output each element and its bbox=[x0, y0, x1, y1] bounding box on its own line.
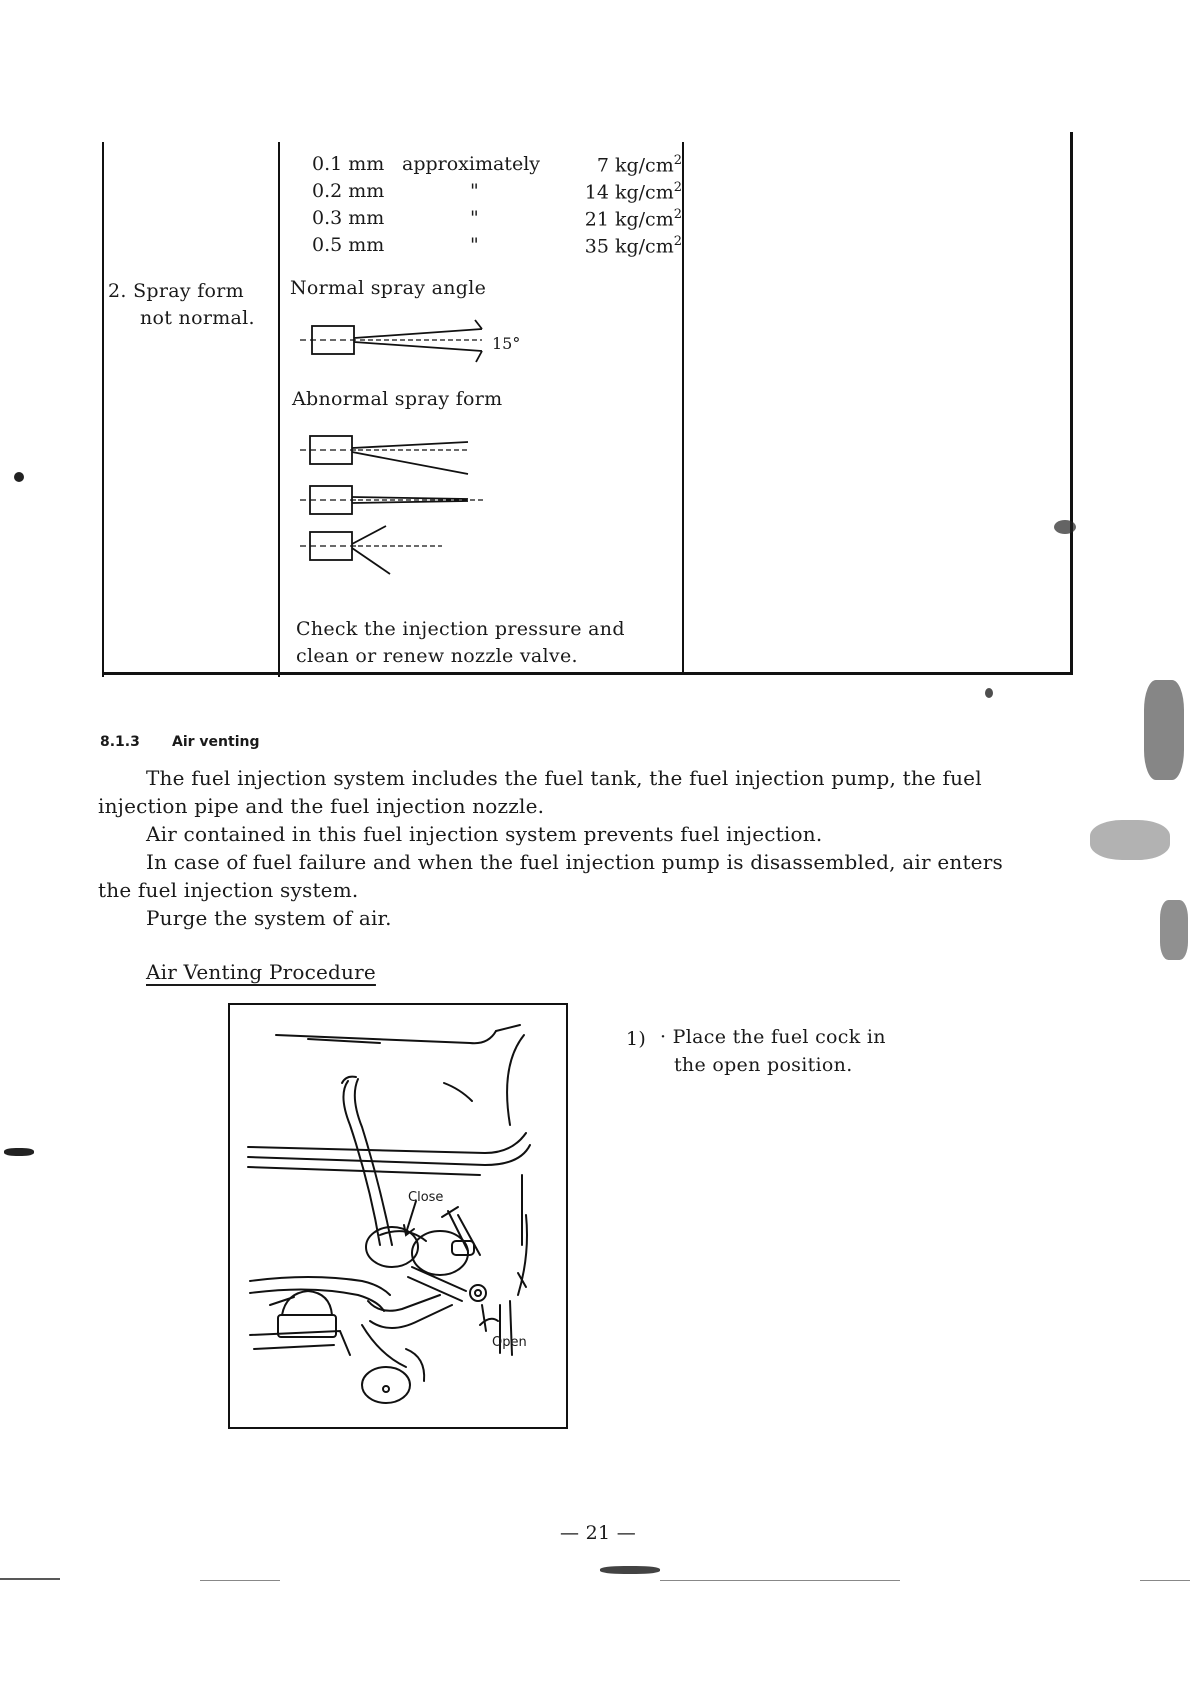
pressure-row-3 bbox=[312, 207, 682, 233]
remedy-line-2: clean or renew nozzle valve. bbox=[296, 645, 578, 667]
page-number: — 21 — bbox=[560, 1522, 637, 1544]
table-col-divider-1 bbox=[278, 142, 280, 677]
pressure-value: 21 $kg/cm^2$ bbox=[584, 207, 682, 231]
table-left-border bbox=[102, 142, 104, 677]
scan-speck bbox=[985, 688, 993, 698]
close-label: Close bbox=[408, 1190, 444, 1205]
cause-line-1: 2. Spray form bbox=[108, 280, 244, 302]
scan-streak bbox=[1140, 1580, 1190, 1581]
scan-speck bbox=[1144, 680, 1184, 780]
remedy-line-1: Check the injection pressure and bbox=[296, 618, 625, 640]
pressure-row-1 bbox=[312, 153, 682, 179]
scan-speck bbox=[14, 472, 24, 482]
scan-speck bbox=[1054, 520, 1076, 534]
spray-angle-label: 15° bbox=[492, 334, 521, 353]
open-label: Open bbox=[492, 1335, 527, 1350]
table-col-divider-2 bbox=[682, 142, 684, 672]
scan-streak bbox=[660, 1580, 900, 1581]
procedure-heading: Air Venting Procedure bbox=[146, 960, 376, 984]
ditto-mark: " bbox=[470, 234, 479, 256]
fuel-tank-illustration bbox=[230, 1005, 566, 1427]
pressure-value: 35 $kg/cm^2$ bbox=[584, 234, 682, 258]
paragraph-line-4: In case of fuel failure and when the fuel injection pump is disassembled, air enters bbox=[146, 850, 1003, 874]
scan-speck bbox=[1090, 820, 1170, 860]
normal-spray-label: Normal spray angle bbox=[290, 277, 487, 299]
scan-speck bbox=[4, 1148, 34, 1156]
nozzle-size: 0.3 mm bbox=[312, 207, 385, 229]
table-bottom-border bbox=[102, 672, 1073, 675]
scan-streak bbox=[0, 1578, 60, 1580]
table-right-border bbox=[1070, 132, 1073, 672]
paragraph-line-3: Air contained in this fuel injection system prevents fuel injection. bbox=[146, 822, 823, 846]
paragraph-line-6: Purge the system of air. bbox=[146, 906, 392, 930]
paragraph-line-2: injection pipe and the fuel injection nozzle. bbox=[98, 794, 545, 818]
nozzle-size: 0.1 mm bbox=[312, 153, 385, 175]
cause-line-2: not normal. bbox=[140, 307, 255, 329]
abnormal-spray-diagram bbox=[300, 430, 500, 580]
ditto-mark: " bbox=[470, 207, 479, 229]
step-line-1: · Place the fuel cock in bbox=[660, 1026, 886, 1048]
scan-speck bbox=[1160, 900, 1188, 960]
nozzle-size: 0.5 mm bbox=[312, 234, 385, 256]
step-line-2: the open position. bbox=[674, 1054, 853, 1076]
pressure-row-2 bbox=[312, 180, 682, 206]
abnormal-spray-label: Abnormal spray form bbox=[292, 388, 503, 410]
pressure-row-4 bbox=[312, 234, 682, 260]
scan-speck bbox=[600, 1566, 660, 1574]
paragraph-line-5: the fuel injection system. bbox=[98, 878, 359, 902]
ditto-mark: " bbox=[470, 180, 479, 202]
section-title: Air venting bbox=[172, 734, 260, 750]
fuel-cock-figure bbox=[228, 1003, 568, 1429]
pressure-value: 7 $kg/cm^2$ bbox=[596, 153, 682, 177]
section-number: 8.1.3 bbox=[100, 734, 140, 750]
pressure-value: 14 $kg/cm^2$ bbox=[584, 180, 682, 204]
scan-streak bbox=[200, 1580, 280, 1581]
ditto-text: approximately bbox=[402, 153, 541, 175]
paragraph-line-1: The fuel injection system includes the fuel tank, the fuel injection pump, the fuel bbox=[146, 766, 982, 790]
step-number: 1) bbox=[626, 1028, 647, 1050]
nozzle-size: 0.2 mm bbox=[312, 180, 385, 202]
